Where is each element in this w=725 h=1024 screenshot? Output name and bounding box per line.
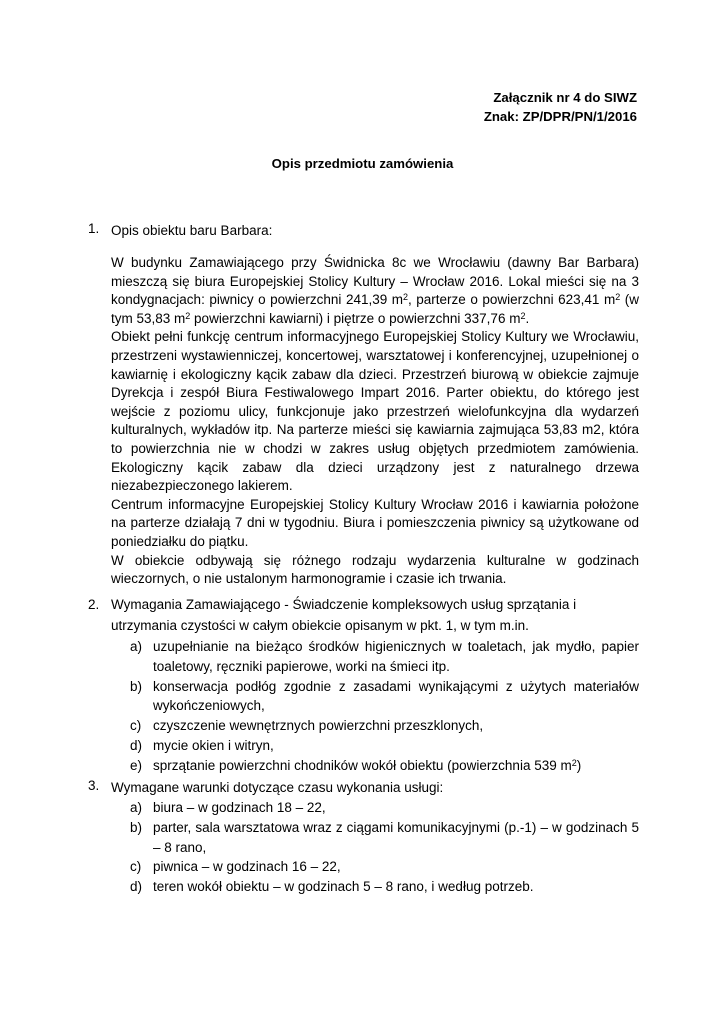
section-1-body (111, 254, 639, 589)
section-1-paragraph-4: W obiekcie odbywają się różnego rodzaju wydarzenia kulturalne w godzinach wieczornych, o nie ustalonym harmonogramie i czasie ich trwania. (111, 552, 639, 587)
section-2-number: 2. (88, 597, 100, 612)
list-item: b) konserwacja podłóg zgodnie z zasadami wynikającymi z użytych materiałów wykończeniowych, (130, 678, 639, 714)
list-item: c) czyszczenie wewnętrznych powierzchni przeszklonych, (130, 718, 484, 734)
list-item: a) biura – w godzinach 18 – 22, (130, 800, 326, 815)
list-item: d) teren wokół obiektu – w godzinach 5 – 8 rano, i według potrzeb. (130, 879, 534, 895)
document-header (484, 88, 637, 126)
section-1-paragraph-3: Centrum informacyjne Europejskiej Stolicy Kultury Wrocław 2016 i kawiarnia położone na parterze działają 7 dni w tygodniu. Biura i pomieszczenia piwnicy są użytkowane od poniedziałku do piątku. (111, 496, 639, 549)
list-item: b) parter, sala warsztatowa wraz z ciągami komunikacyjnymi (p.-1) – w godzinach 5 – 8 rano, (130, 819, 639, 855)
section-2-heading: Wymagania Zamawiającego - Świadczenie kompleksowych usług sprzątania i utrzymania czystości w całym obiekcie opisanym w pkt. 1, w tym m.in. (111, 597, 577, 633)
list-item: c) piwnica – w godzinach 16 – 22, (130, 859, 341, 875)
section-3-number: 3. (88, 778, 100, 793)
section-3-list (111, 798, 639, 897)
section-1-number: 1. (88, 221, 100, 236)
section-1-paragraph-2: Obiekt pełni funkcję centrum informacyjnego Europejskiej Stolicy Kultury we Wrocławiu, przestrzeni wystawienniczej, koncertowej, warsztatowej i konferencyjnej, uzupełnionej o kawiarnię i ekologiczny kącik zabaw dla dzieci. Przestrzeń biurową w obiekcie zajmuje Dyrekcja i zespół Biura Festiwalowego Impart 2016. Parter obiektu, do którego jest wejście z poziomu ulicy, funkcjonuje jako przestrzeń wielofunkcyjna dla wydarzeń kulturalnych, wykładów itp. Na parterze mieści się kawiarnia zajmująca 53,83 m2, która to powierzchnia nie w chodzi w zakres usług objętych przedmiotem zamówienia. Ekologiczny kącik zabaw dla dzieci urządzony jest z naturalnego drzewa niezabezpieczonego lakierem. (111, 329, 639, 494)
document-title: Opis przedmiotu zamówienia (271, 156, 454, 171)
section-3-heading: Wymagane warunki dotyczące czasu wykonania usługi: (111, 780, 444, 795)
list-item: e) sprzątanie powierzchni chodników wokół obiektu (powierzchnia 539 $m^2$) (130, 757, 582, 773)
list-item: a) uzupełnianie na bieżąco środków higienicznych w toaletach, jak mydło, papier toaletowy, ręczniki papierowe, worki na śmieci itp. (130, 639, 639, 674)
section-2-list (111, 637, 639, 776)
list-item: d) mycie okien i witryn, (130, 737, 274, 753)
attachment-label: Załącznik nr 4 do SIWZ (493, 90, 637, 105)
reference-number: Znak: ZP/DPR/PN/1/2016 (483, 109, 637, 124)
section-1-paragraph-1: W budynku Zamawiającego przy Świdnicka 8c we Wrocławiu (dawny Bar Barbara) mieszczą się biura Europejskiej Stolicy Kultury – Wrocław 2016. Lokal mieści się na 3 kondygnacjach: piwnicy o powierzchni 241,39 $m^2$, parterze o powierzchni 623,41 $m^2$ (w tym 53,83 $m^2$ powierzchni kawiarni) i piętrze o powierzchni 337,76 $m^2$. (111, 255, 639, 326)
section-1-heading: Opis obiektu baru Barbara: (111, 223, 273, 238)
